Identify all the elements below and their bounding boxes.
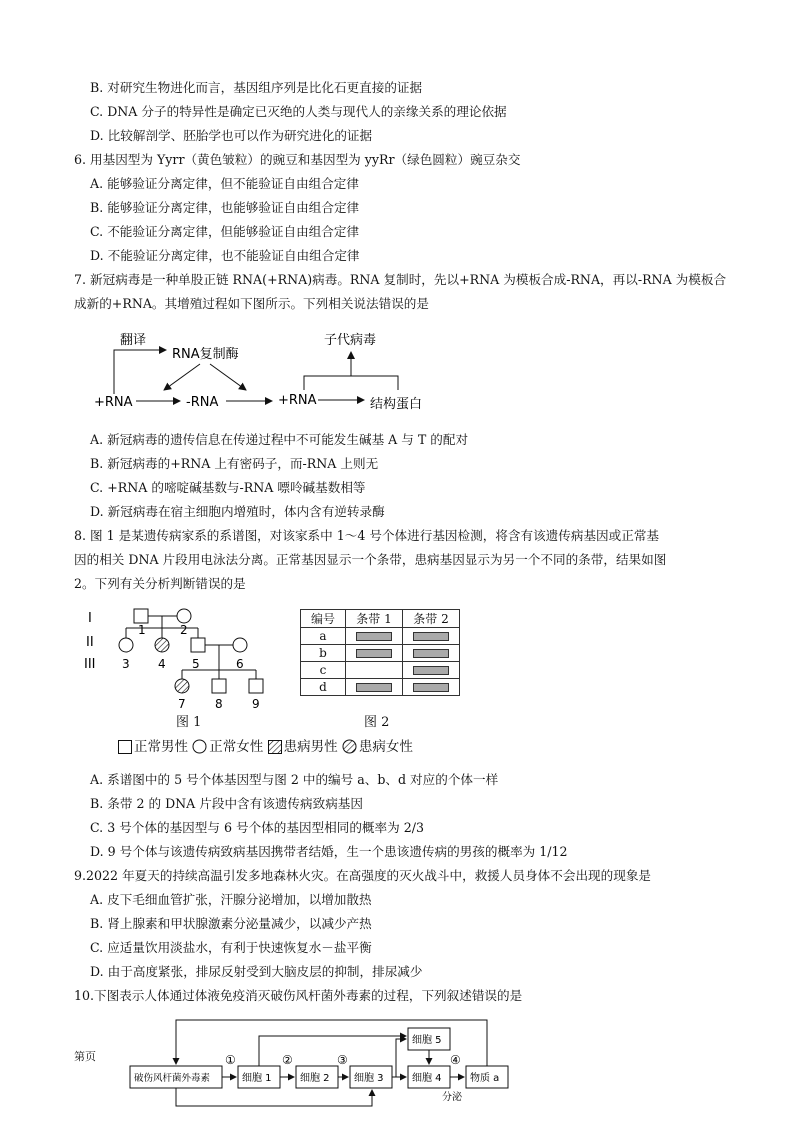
cell-2-label: 细胞 2 <box>300 1073 330 1084</box>
option-5b: B. 对研究生物进化而言，基因组序列是比化石更直接的证据 <box>90 80 423 95</box>
question-9: 9.2022 年夏天的持续高温引发多地森林火灾。在高强度的灭火战斗中，救援人员身体不会出现的现象是 <box>74 868 652 883</box>
rdrp-arrow-right <box>210 364 246 390</box>
individual-1 <box>134 609 148 623</box>
band-mark <box>413 632 449 641</box>
option-6c: C. 不能验证分离定律，但能够验证自由组合定律 <box>90 224 360 239</box>
cell-4-label: 细胞 4 <box>412 1073 442 1084</box>
option-7a: A. 新冠病毒的遗传信息在传递过程中不可能发生碱基 A 与 T 的配对 <box>90 432 469 447</box>
table-row <box>301 628 460 645</box>
id-6: 6 <box>236 657 244 671</box>
band-mark <box>356 683 392 692</box>
figure-2-caption: 图 2 <box>364 715 390 730</box>
id-7: 7 <box>178 697 186 711</box>
question-7-line2: 成新的+RNA。其增殖过程如下图所示。下列相关说法错误的是 <box>74 296 429 311</box>
option-8a: A. 系谱图中的 5 号个体基因型与图 2 中的编号 a、b、d 对应的个体一样 <box>90 772 499 787</box>
individual-9 <box>249 679 263 693</box>
option-6d: D. 不能验证分离定律，也不能验证自由组合定律 <box>90 248 360 263</box>
individual-5 <box>191 638 205 652</box>
row-id: b <box>301 645 346 662</box>
legend-normal-female: 正常女性 <box>209 739 264 755</box>
progeny-label: 子代病毒 <box>324 333 377 348</box>
individual-7 <box>175 679 189 693</box>
question-7-line1: 7. 新冠病毒是一种单股正链 RNA(+RNA)病毒。RNA 复制时，先以+RNA 为模板合成-RNA，再以-RNA 为模板合 <box>74 272 727 287</box>
affected-male-icon <box>268 740 282 758</box>
individual-4 <box>155 638 169 652</box>
minus-rna-label: -RNA <box>186 395 219 410</box>
virus-replication-diagram <box>80 326 460 422</box>
option-9c: C. 应适量饮用淡盐水，有利于快速恢复水－盐平衡 <box>90 940 372 955</box>
band-mark <box>413 683 449 692</box>
id-3: 3 <box>122 657 130 671</box>
step-4-label: ④ <box>450 1053 461 1067</box>
rdrp-arrow-left <box>164 364 200 390</box>
id-2: 2 <box>180 623 188 637</box>
step-1-label: ① <box>225 1053 236 1067</box>
row-id: d <box>301 679 346 696</box>
individual-3 <box>119 638 133 652</box>
gen-label-1: I <box>88 611 92 626</box>
question-8-line1: 8. 图 1 是某遗传病家系的系谱图，对该家系中 1～4 号个体进行基因检测，将含有该遗传病基因或正常基 <box>74 528 660 543</box>
pedigree-chart <box>80 602 280 728</box>
figure-1-caption: 图 1 <box>176 715 202 730</box>
id-5: 5 <box>192 657 200 671</box>
option-5c: C. DNA 分子的特异性是确定已灭绝的人类与现代人的亲缘关系的理论依据 <box>90 104 507 119</box>
rdrp-label: RNA复制酶 <box>172 347 239 362</box>
translate-arrow <box>114 350 166 394</box>
pedigree-legend <box>118 735 413 758</box>
table-row <box>301 662 460 679</box>
option-9d: D. 由于高度紧张，排尿反射受到大脑皮层的抑制，排尿减少 <box>90 964 423 979</box>
gen-label-3: III <box>84 657 96 672</box>
secrete-label: 分泌 <box>442 1092 462 1103</box>
normal-male-icon <box>118 740 132 758</box>
option-9b: B. 肾上腺素和甲状腺激素分泌量减少，以减少产热 <box>90 916 372 931</box>
option-5d: D. 比较解剖学、胚胎学也可以作为研究进化的证据 <box>90 128 373 143</box>
step-3-label: ③ <box>337 1053 348 1067</box>
table-row <box>301 679 460 696</box>
humoral-immunity-diagram <box>126 1014 516 1114</box>
band-mark <box>356 649 392 658</box>
row-id: c <box>301 662 346 679</box>
cell-1-label: 细胞 1 <box>242 1073 272 1084</box>
id-4: 4 <box>158 657 166 671</box>
gen-label-2: II <box>86 635 94 650</box>
option-8c: C. 3 号个体的基因型与 6 号个体的基因型相同的概率为 2/3 <box>90 820 424 835</box>
header-band2: 条带 2 <box>403 610 460 628</box>
header-band1: 条带 1 <box>346 610 403 628</box>
option-9a: A. 皮下毛细血管扩张，汗腺分泌增加，以增加散热 <box>90 892 372 907</box>
electrophoresis-table <box>300 609 460 696</box>
option-7d: D. 新冠病毒在宿主细胞内增殖时，体内含有逆转录酶 <box>90 504 385 519</box>
toxin-label: 破伤风杆菌外毒素 <box>134 1073 211 1084</box>
plus-rna-label-2: +RNA <box>278 393 317 408</box>
option-6a: A. 能够验证分离定律，但不能验证自由组合定律 <box>90 176 359 191</box>
affected-female-icon <box>342 739 357 758</box>
row-id: a <box>301 628 346 645</box>
question-6: 6. 用基因型为 Yyrr（黄色皱粒）的豌豆和基因型为 yyRr（绿色圆粒）豌豆杂交 <box>74 152 521 167</box>
option-6b: B. 能够验证分离定律，也能够验证自由组合定律 <box>90 200 360 215</box>
normal-female-icon <box>192 739 207 758</box>
option-7c: C. +RNA 的嘧啶碱基数与-RNA 嘌呤碱基数相等 <box>90 480 366 495</box>
cell-5-label: 细胞 5 <box>412 1035 442 1046</box>
band-mark <box>413 649 449 658</box>
translate-label: 翻译 <box>120 333 147 348</box>
legend-affected-male: 患病男性 <box>283 739 338 755</box>
id-8: 8 <box>215 697 223 711</box>
id-9: 9 <box>252 697 260 711</box>
individual-6 <box>233 638 247 652</box>
question-8-line2: 因的相关 DNA 片段用电泳法分离。正常基因显示一个条带，患病基因显示为另一个不同的条带，结果如图 <box>74 552 667 567</box>
question-10: 10.下图表示人体通过体液免疫消灭破伤风杆菌外毒素的过程，下列叙述错误的是 <box>74 988 523 1003</box>
id-1: 1 <box>138 623 146 637</box>
individual-8 <box>212 679 226 693</box>
protein-label: 结构蛋白 <box>370 397 423 412</box>
question-8-line3: 2。下列有关分析判断错误的是 <box>74 576 246 591</box>
option-7b: B. 新冠病毒的+RNA 上有密码子，而-RNA 上则无 <box>90 456 379 471</box>
header-id: 编号 <box>301 610 346 628</box>
cell-3-label: 细胞 3 <box>354 1073 384 1084</box>
band-mark <box>356 632 392 641</box>
band-mark <box>413 666 449 675</box>
option-8b: B. 条带 2 的 DNA 片段中含有该遗传病致病基因 <box>90 796 363 811</box>
table-row <box>301 645 460 662</box>
individual-2 <box>177 609 191 623</box>
page-footer: 第页 <box>74 1050 96 1063</box>
step-2-label: ② <box>282 1053 293 1067</box>
option-8d: D. 9 号个体与该遗传病致病基因携带者结婚，生一个患该遗传病的男孩的概率为 1/12 <box>90 844 568 859</box>
legend-normal-male: 正常男性 <box>134 739 188 755</box>
substance-a-label: 物质 a <box>470 1073 500 1084</box>
legend-affected-female: 患病女性 <box>358 739 413 755</box>
plus-rna-label-1: +RNA <box>94 395 133 410</box>
assembly-bracket <box>304 376 398 390</box>
